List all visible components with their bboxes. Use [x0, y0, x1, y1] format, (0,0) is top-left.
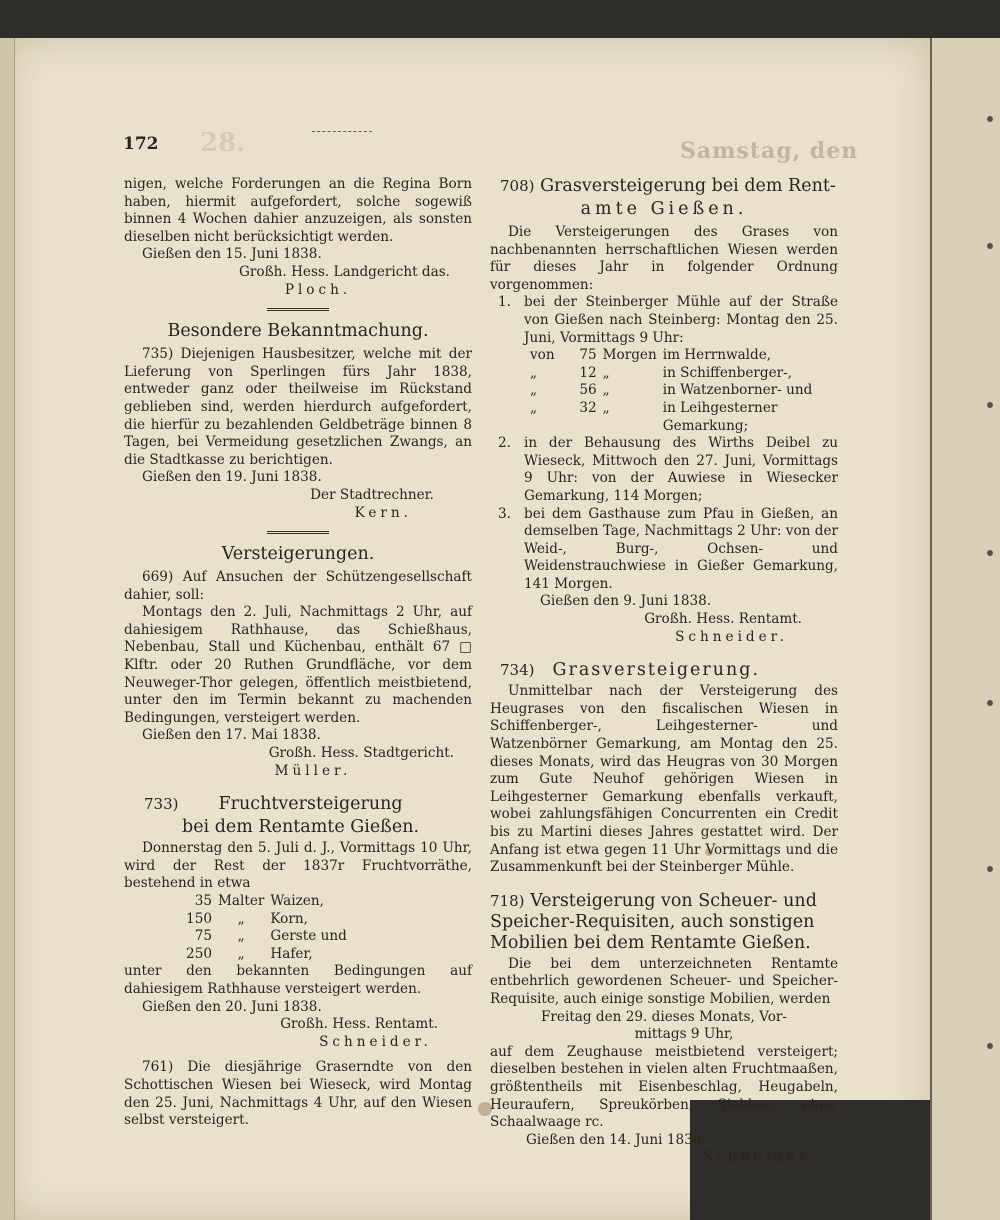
notice-734-text: Unmittelbar nach der Versteigerung des Heugrases von den fiscalischen Wiesen in Schiffenberger-, Leihgesterner- und Watzenbörner Gemarkung, am Montag den 25. dieses Monats, wird das Heugras von 30 Morgen zum Gute Neuhof gehörigen Wiesen in Leihgesterner Gemarkung ebenfalls verkauft, wobei zahlungsfähigen Concurrenten ein Credit bis zu Martini dieses Jahres gestattet wird. Der Anfang ist etwa gegen 11 Uhr Vormittags und die Zusammenkunft bei der Steinberger Mühle.	[490, 683, 838, 876]
heading-line: Versteigerung von Scheuer- und Speicher-Requisiten, auch sonstigen Mobilien bei dem Rentamte Gießen.	[490, 890, 817, 953]
section-heading-besondere: Besondere Bekanntmachung.	[167, 321, 429, 342]
list-item: 3. bei dem Gasthause zum Pfau in Gießen, an demselben Tage, Nachmittags 2 Uhr: von der Weid-, Burg-, Ochsen- und Weidenstrauchwiese in Gießer Gemarkung, 141 Morgen.	[498, 505, 838, 592]
notice-718-signature: Schneider.	[703, 1149, 816, 1166]
notice-708-authority: Großh. Hess. Rentamt.	[644, 611, 802, 628]
notice-text: Diejenigen Hausbesitzer, welche mit der Lieferung von Sperlingen fürs Jahr 1838, entweder ganz oder theilweise im Rückstand geblieben sind, werden hierdurch aufgefordert, die hierfür zu bezahlenden Geldbeträge binnen 8 Tagen, bei Vermeidung gesetzlichen Zwangs, an die Stadtkasse zu berichtigen.	[124, 346, 472, 468]
meadow-row: „ 12 „ in Schiffenberger-,	[530, 364, 793, 381]
notice-number: 734)	[500, 661, 535, 680]
notice-718-date-line2: mittags 9 Uhr,	[634, 1026, 734, 1043]
notice-number: 718)	[490, 891, 525, 910]
notice-761	[124, 1059, 472, 1129]
intro-text: nigen, welche Forderungen an die Regina Born haben, hiermit aufgefordert, solche sogewiß binnen 4 Wochen dahier anzuzeigen, als sonsten dieselben nicht berücksichtigt werden.	[124, 176, 472, 245]
notice-733-text: Donnerstag den 5. Juli d. J., Vormittags 10 Uhr, wird der Rest der 1837r Fruchtvorräthe, bestehend in etwa	[124, 840, 472, 892]
notice-number: 669)	[142, 569, 174, 586]
page-number: 172	[123, 134, 159, 154]
grain-row: 35 Malter Waizen,	[194, 893, 324, 909]
meadow-row: „ 32 „ in Leihgesterner Gemarkung;	[530, 399, 778, 434]
notice-number: 733)	[144, 795, 179, 814]
page-edge	[0, 38, 15, 1220]
notice-669	[124, 569, 472, 604]
list-item: 1. bei der Steinberger Mühle auf der Straße von Gießen nach Steinberg: Montag den 25. Juni, Vormittags 9 Uhr:	[498, 294, 838, 346]
notice-735-signature: Kern.	[354, 504, 412, 521]
binding-hole	[987, 116, 993, 122]
meadow-table	[530, 347, 838, 435]
notice-733-body: unter den bekannten Bedingungen auf dahiesigem Rathhause versteigert werden.	[124, 963, 472, 997]
meadow-row: von 75 Morgen im Herrnwalde,	[530, 347, 772, 364]
notice-708-heading	[490, 176, 838, 197]
binding-hole	[987, 700, 993, 706]
heading-line: Grasversteigerung.	[552, 660, 761, 681]
notice-718-date: Gießen den 14. Juni 1838.	[526, 1131, 706, 1148]
binding-hole	[987, 866, 993, 872]
notice-669-date: Gießen den 17. Mai 1838.	[142, 727, 321, 744]
bleed-through-number: 28.	[200, 128, 246, 158]
notice-718-text: Die bei dem unterzeichneten Rentamte entbehrlich gewordenen Scheuer- und Speicher-Requisite, auch einige sonstige Mobilien, werden	[490, 955, 838, 1007]
notice-text: Auf Ansuchen der Schützengesellschaft dahier, soll:	[124, 569, 472, 603]
notice-733-heading-2: bei dem Rentamte Gießen.	[182, 817, 420, 838]
right-column	[490, 176, 838, 1167]
notice-708-signature: Schneider.	[675, 628, 788, 645]
notice-734-heading	[490, 660, 838, 681]
intro-authority: Großh. Hess. Landgericht das.	[239, 263, 450, 280]
bleed-through-text: Samstag, den	[680, 138, 859, 164]
binding-hole	[987, 243, 993, 249]
auction-list	[490, 294, 838, 593]
notice-669-body: Montags den 2. Juli, Nachmittags 2 Uhr, auf dahiesigem Rathhause, das Schießhaus, Nebenbau, Stall und Küchenbau, enthält 67 □ Klftr. oder 20 Ruthen Grundfläche, vor dem Neuweger-Thor gelegen, öffentlich meistbietend, unter den im Termin bekannt zu machenden Bedingungen, versteigert werden.	[124, 604, 472, 726]
list-item: 2. in der Behausung des Wirths Deibel zu Wieseck, Mittwoch den 27. Juni, Vormittags 9 Uhr: von der Auwiese in Wiesecker Gemarkung, 114 Morgen;	[498, 435, 838, 504]
notice-718-heading	[490, 891, 838, 954]
section-divider	[267, 308, 329, 311]
meadow-row: „ 56 „ in Watzenborner- und	[530, 382, 813, 399]
notice-number: 761)	[142, 1059, 174, 1076]
notice-718-date-line1: Freitag den 29. dieses Monats, Vor-	[541, 1008, 787, 1025]
notice-669-authority: Großh. Hess. Stadtgericht.	[268, 745, 454, 762]
notice-718-body: auf dem Zeughause meistbietend versteigert; dieselben bestehen in vielen alten Fruchtmaaßen, größtentheils mit Eisenbeschlag, Heugabeln, Heuraufern, Spreukörben, Siebben, einer Schaalwaage rc.	[490, 1043, 838, 1131]
notice-number: 735)	[142, 346, 174, 363]
grain-table	[176, 893, 353, 963]
grain-row: 150 „ Korn,	[186, 910, 308, 927]
notice-733-signature: Schneider.	[319, 1033, 432, 1050]
notice-708-text: Die Versteigerungen des Grases von nachbenannten herrschaftlichen Wiesen werden für dieses Jahr in folgender Ordnung vorgenommen:	[490, 224, 838, 293]
notice-708-date: Gießen den 9. Juni 1838.	[540, 593, 712, 610]
intro-signature: Ploch.	[284, 281, 352, 298]
binding-hole	[987, 402, 993, 408]
notice-number: 708)	[500, 177, 535, 195]
heading-line: Grasversteigerung bei dem Rent-	[540, 176, 836, 196]
grain-row: 250 „ Hafer,	[186, 945, 313, 962]
heading-line: Fruchtversteigerung	[218, 794, 403, 815]
intro-date: Gießen den 15. Juni 1838.	[142, 246, 322, 263]
notice-text: Die diesjährige Graserndte von den Schottischen Wiesen bei Wieseck, wird Montag den 25. Juni, Nachmittags 4 Uhr, auf den Wiesen selbst versteigert.	[124, 1059, 472, 1129]
header-ornament	[312, 131, 372, 132]
section-heading-versteigerungen: Versteigerungen.	[221, 544, 375, 565]
notice-733-date: Gießen den 20. Juni 1838.	[142, 998, 322, 1015]
left-column	[124, 176, 472, 1130]
facing-page-edge	[930, 38, 1000, 1220]
binding-hole	[987, 1043, 993, 1049]
notice-708-heading-2: amte Gießen.	[580, 199, 748, 219]
notice-735-date: Gießen den 19. Juni 1838.	[142, 469, 322, 486]
grain-row: 75 „ Gerste und	[194, 928, 347, 945]
section-divider	[267, 531, 329, 534]
notice-735	[124, 346, 472, 469]
binding-hole	[987, 550, 993, 556]
notice-733-heading	[124, 794, 472, 815]
notice-735-authority: Der Stadtrechner.	[310, 486, 434, 503]
notice-733-authority: Großh. Hess. Rentamt.	[280, 1016, 438, 1033]
notice-669-signature: Müller.	[274, 762, 352, 779]
